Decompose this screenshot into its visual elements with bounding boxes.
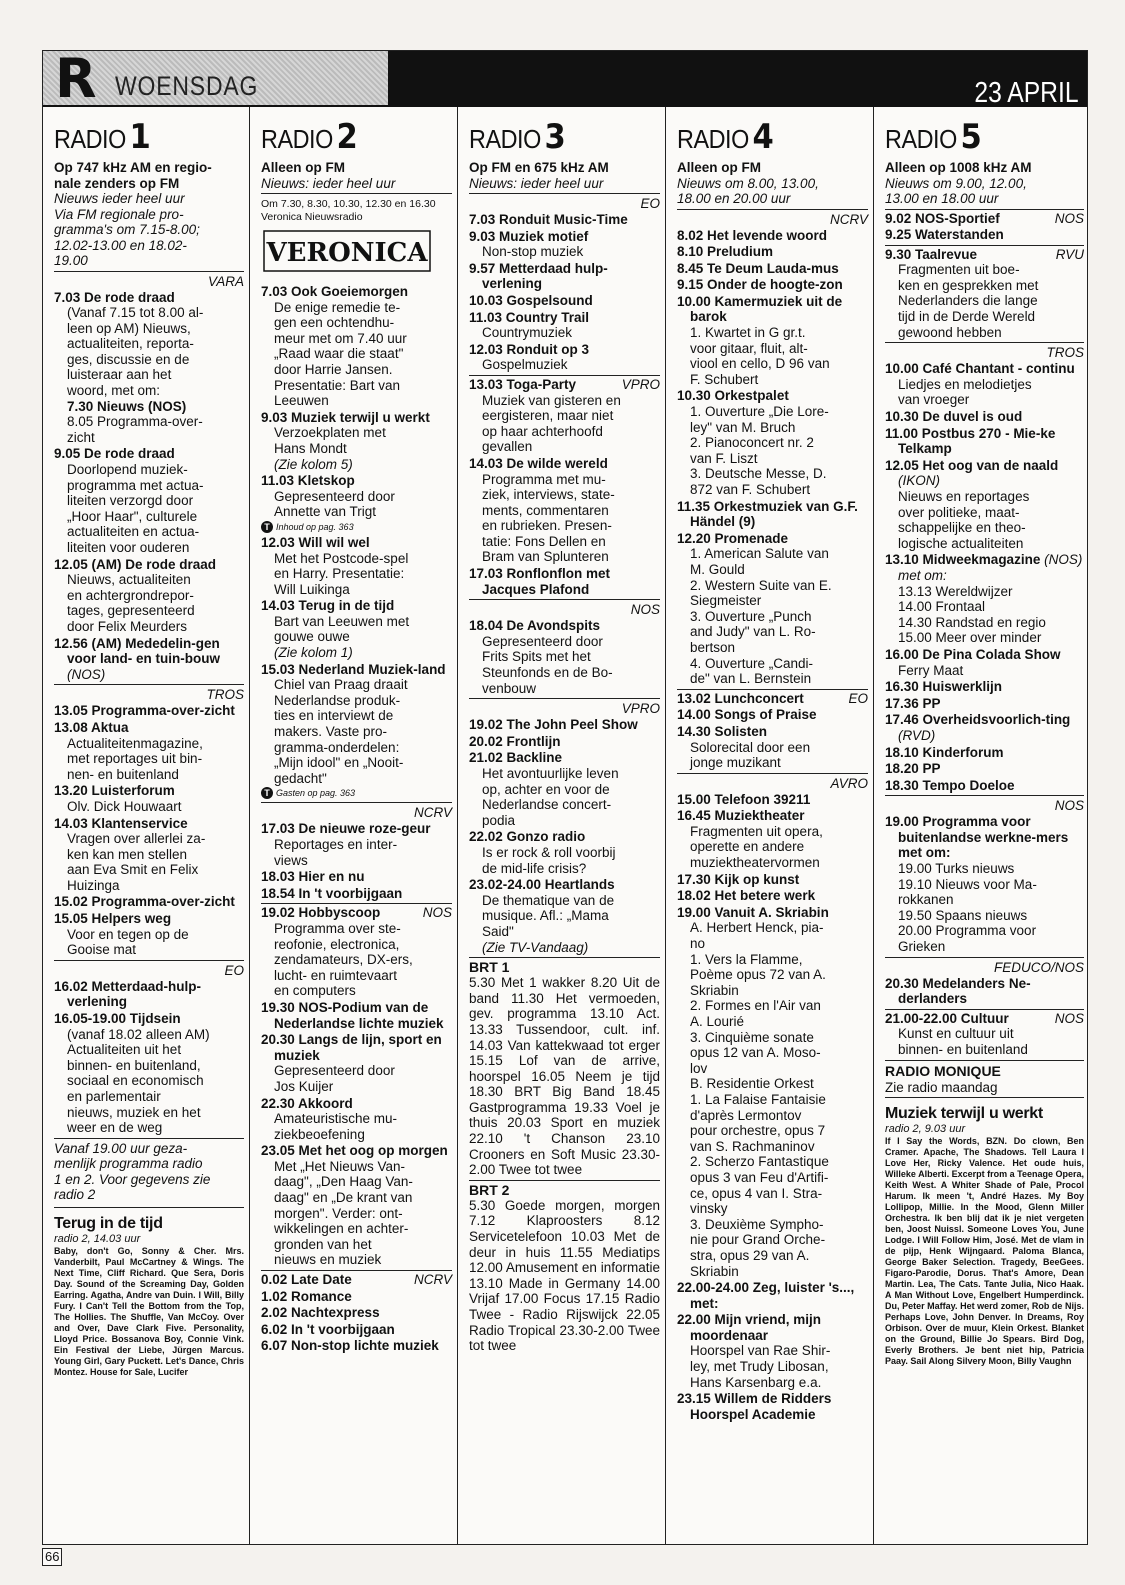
sub-entry: 20.00 Programma voor bbox=[898, 923, 1037, 939]
sub-entry: 14.00 Frontaal bbox=[898, 599, 986, 615]
radio-3-heading: RADIO 3 bbox=[469, 117, 566, 157]
program-entry: 14.30 Solisten Solorecital door een jonge muzikant bbox=[677, 723, 811, 771]
sub-entry: Grieken bbox=[898, 939, 946, 955]
program-entry: 21.00-22.00 Cultuur NOS Kunst en cultuur uit binnen- en buitenland bbox=[885, 1010, 1084, 1057]
program-entry: 9.57 Metterdaad hulp-verlening bbox=[469, 260, 608, 292]
program-entry: 22.00 Mijn vriend, mijn moordenaar Hoorspel van Rae Shir- ley, met Trudy Libosan, Hans Karsenbarg e.a. bbox=[677, 1312, 831, 1390]
program-entry: 21.02 Backline Het avontuurlijke leven op, achter en voor de Nederlandse concert- podia bbox=[469, 750, 619, 828]
program-entry: 11.03 Country Trail Countrymuziek bbox=[469, 309, 590, 341]
program-entry: 14.03 Klantenservice Vragen over allerlei za- ken kan men stellen aan Eva Smit en Felix Huizinga bbox=[54, 815, 206, 893]
program-entry: 10.03 Gospelsound bbox=[469, 292, 593, 308]
broadcaster-label: VPRO bbox=[621, 701, 660, 717]
muziek-terwijl-u-werkt-playlist: If I Say the Words, BZN. Do clown, Ben Cramer. Apache, The Shadows. Tell Laura I Love Her, Ricky Valence. Het oude huis, Willeke Alberti. Excerpt from a Teenage Opera, Keith West. A Whiter Shade of Pale, Procol Harum. Ik meen 't, André Hazes. My Boy Lollipop, Millie. In the Mood, Glenn Miller Orchestra. Ik ben blij dat ik je niet vergeten ben, Joost Nuissl. Someone Loves You, June Lodge. I Will Follow Him, José. Met de vlam in de pijp, Henk Wijngaard. Paloma Blanca, George Baker Selection. Tragedy, BeeGees. Figaro-Parodie, Dorus. That's Amore, Dean Martin. Lea, The Cats. Tante Julia, Nico Haak. A Man Without Love, Engelbert Humperdinck. Du, Peter Maffay. Het werd zomer, Rob de Nijs. Perhaps Love, John Denver. In Dreams, Roy Orbison. Over de muur, Klein Orkest. Blanket on the Ground, Billie Jo Spears. Bird Dog, Everly Brothers. Je bent niet hip, Patricia Paay. Sail Along Silvery Moon, Billy Vaughn bbox=[885, 1136, 1084, 1367]
program-entry: 16.05-19.00 Tijdsein (vanaf 18.02 alleen AM) Actualiteiten uit het binnen- en buitenland, sociaal en economisch en parlementair nieuws, muziek en het weer en de weg bbox=[54, 1011, 210, 1136]
program-entry: 23.02-24.00 Heartlands De thematique van de musique. Afl.: „Mama Said" (Zie TV-Vandaag) bbox=[469, 877, 615, 955]
program-entry: 12.03 Ronduit op 3 Gospelmuziek bbox=[469, 341, 590, 373]
program-entry: 9.15 Onder de hoogte-zon bbox=[677, 277, 843, 293]
program-entry: 12.05 (AM) De rode draad Nieuws, actualiteiten en achtergrondrepor- tages, gepresenteerd door Felix Meurders bbox=[54, 556, 217, 634]
program-entry: 22.02 Gonzo radio Is er rock & roll voorbij de mid-life crisis? bbox=[469, 829, 616, 876]
page-number: 66 bbox=[42, 1548, 62, 1566]
veronica-logo bbox=[263, 230, 431, 272]
broadcaster-label: TROS bbox=[206, 687, 244, 703]
frequency-info: Alleen op FM bbox=[261, 160, 345, 175]
program-entry: 13.10 Midweekmagazine (NOS) met om: bbox=[885, 552, 1083, 583]
program-entry: 12.05 Het oog van de naald (IKON) Nieuws en reportages over politieke, maat- schappelijke en theo- logische actualiteiten bbox=[885, 457, 1059, 551]
sub-entry: 13.13 Wereldwijzer bbox=[898, 583, 1013, 599]
program-entry: 9.25 Waterstanden bbox=[885, 227, 1004, 243]
broadcaster-label: NCRV bbox=[413, 805, 452, 821]
program-entry: 16.02 Metterdaad-hulp-verlening bbox=[54, 978, 202, 1010]
program-entry: 18.54 In 't voorbijgaan bbox=[261, 885, 403, 901]
brt1-listing: 5.30 Met 1 wakker 8.20 Uit de band 11.30 Het vermoeden, gev. programma 13.10 Act. 13.33 Tussendoor, cult. inf. 14.03 Van kattekwaad tot erger 15.15 Lof van de arrive, hoorspel 16.05 Neem je tijd 18.30 BRT Big Band 18.45 Gastprogramma 19.33 Voel je thuis 20.03 Sport en muziek 22.10 't Chanson 23.10 Crooners en Soft Music 23.30-2.00 Twee tot twee bbox=[469, 975, 660, 1178]
program-entry: 17.03 De nieuwe roze-geur Reportages en inter- views bbox=[261, 821, 431, 868]
news-info: Nieuws om 9.00, 12.00, 13.00 en 18.00 uur bbox=[885, 175, 1027, 206]
program-entry: 10.30 De duvel is oud bbox=[885, 409, 1023, 425]
program-entry: 1.02 Romance bbox=[261, 1288, 352, 1304]
sub-entry: 14.30 Randstad en regio bbox=[898, 614, 1046, 630]
program-entry: 9.05 De rode draad Doorlopend muziek- programma met actua- liteiten verzorgd door „Hoor Haar", culturele actualiteiten en actua- liteiten voor ouderen bbox=[54, 446, 204, 555]
radio-5-heading: RADIO 5 bbox=[885, 117, 982, 157]
svg-text:VERONICA: VERONICA bbox=[266, 238, 428, 268]
program-entry: 0.02 Late Date NCRV bbox=[261, 1272, 452, 1288]
news-info: Nieuws ieder heel uur Via FM regionale pro- gramma's om 7.15-8.00; 12.02-13.00 en 18.02- 19.00 bbox=[54, 191, 200, 268]
t-reference: T Gasten op pag. 363 bbox=[261, 787, 452, 800]
program-entry: 7.03 Ook Goeiemorgen De enige remedie te- gen een ochtendhu- meur met om 7.40 uur „Raad waar die staat" door Harrie Jansen. Presentatie: Bart van Leeuwen bbox=[261, 284, 409, 409]
news-info: Nieuws: ieder heel uur bbox=[261, 175, 396, 191]
weekday: WOENSDAG bbox=[115, 71, 259, 101]
program-entry: 18.04 De Avondspits Gepresenteerd door Frits Spits met het Steunfonds en de Bo- venbouw bbox=[469, 618, 613, 696]
terug-in-de-tijd-title: Terug in de tijd bbox=[54, 1214, 163, 1232]
program-entry: 10.00 Kamermuziek uit de barok 1. Kwartet in G gr.t. voor gitaar, fluit, alt- viool en cello, D 96 van F. Schubert bbox=[677, 293, 843, 387]
program-entry: 6.07 Non-stop lichte muziek bbox=[261, 1338, 439, 1354]
broadcaster-label: EO bbox=[640, 196, 660, 211]
frequency-info: Op FM en 675 kHz AM bbox=[469, 160, 609, 175]
program-entry: 15.02 Programma-over-zicht bbox=[54, 894, 235, 910]
program-entry: 8.10 Preludium bbox=[677, 244, 774, 260]
program-entry: 15.00 Telefoon 39211 bbox=[677, 791, 811, 807]
sub-entry: 15.00 Meer over minder bbox=[898, 630, 1042, 646]
broadcaster-label: NCRV bbox=[829, 211, 868, 227]
program-entry: 18.02 Het betere werk bbox=[677, 888, 816, 904]
radio-5-column bbox=[874, 107, 1089, 1545]
frequency-info: Alleen op 1008 kHz AM bbox=[885, 160, 1032, 175]
broadcaster-label: EO bbox=[224, 962, 244, 978]
terug-in-de-tijd-subtitle: radio 2, 14.03 uur bbox=[54, 1232, 141, 1245]
broadcaster-label: TROS bbox=[1046, 345, 1084, 361]
radio-4-column bbox=[666, 107, 874, 1545]
program-entry: 20.30 Langs de lijn, sport en muziek Gepresenteerd door Jos Kuijer bbox=[261, 1032, 442, 1094]
frequency-info: Op 747 kHz AM en regio- nale zenders op FM bbox=[54, 160, 212, 191]
news-info: Nieuws: ieder heel uur bbox=[469, 175, 604, 191]
radio-4-heading: RADIO 4 bbox=[677, 117, 774, 157]
program-entry: 17.03 Ronflonflon met Jacques Plafond bbox=[469, 566, 611, 597]
program-entry: 22.00-24.00 Zeg, luister 's..., met: bbox=[677, 1280, 855, 1311]
t-reference: T Inhoud op pag. 363 bbox=[261, 521, 452, 534]
program-entry: 7.03 Ronduit Music-Time bbox=[469, 212, 628, 227]
frequency-info: Alleen op FM bbox=[677, 160, 761, 175]
program-entry: 17.46 Overheidsvoorlich-ting (RVD) bbox=[885, 712, 1071, 743]
radio-monique-heading: RADIO MONIQUE bbox=[885, 1062, 1001, 1079]
brt2-listing: 5.30 Goede morgen, morgen 7.12 Klaproosters 8.12 Servicetelefoon 10.03 Met de deur in huis 11.55 Mediatips 12.00 Amusement en informatie 13.10 Made in Germany 14.00 Vrijaf 17.00 Focus 17.15 Radio Twee - Radio Rijswijck 22.05 Radio Tropical 23.30-2.00 Twee tot twee bbox=[469, 1197, 660, 1354]
masthead bbox=[43, 47, 1087, 110]
brt2-heading: BRT 2 bbox=[469, 1181, 510, 1198]
broadcaster-label: VARA bbox=[207, 273, 244, 289]
program-entry: 15.03 Nederland Muziek-land Chiel van Praag draait Nederlandse produk- ties en interviewt de makers. Vaste pro- gramma-onderdelen: „Mijn idool" en „Nooit- gedacht" bbox=[261, 661, 446, 786]
program-entry: 9.30 Taalrevue RVU Fragmenten uit boe- ken en gesprekken met Nederlanders die lange tijd in de Derde Wereld gewoond hebben bbox=[885, 246, 1084, 340]
news-info: Nieuws om 8.00, 13.00, 18.00 en 20.00 uur bbox=[677, 175, 819, 206]
program-entry: 11.03 Kletskop Gepresenteerd door Annette van Trigt bbox=[261, 473, 395, 520]
program-entry: 9.03 Muziek terwijl u werkt Verzoekplaten met Hans Mondt (Zie kolom 5) bbox=[261, 409, 430, 472]
broadcaster-label: FEDUCO/NOS bbox=[993, 959, 1084, 975]
program-entry: 13.03 Toga-Party VPRO Muziek van gisteren en eergisteren, maar niet op haar achterhoofd gevallen bbox=[469, 376, 660, 455]
program-entry: 7.03 De rode draad (Vanaf 7.15 tot 8.00 al- leen op AM) Nieuws, actualiteiten, reporta- ges, discussie en de luisteraar aan het woord, met om: bbox=[54, 289, 204, 399]
program-entry: 13.08 Aktua Actualiteitenmagazine, met reportages uit bin- nen- en buitenland bbox=[54, 719, 203, 782]
program-entry: 6.02 In 't voorbijgaan bbox=[261, 1321, 395, 1337]
program-entry: 19.00 Vanuit A. Skriabin A. Herbert Henck, pia- no 1. Vers la Flamme, Poème opus 72 van A. Skriabin 2. Formes en l'Air van A. Lourié 3. Cinquième sonate opus 12 van A. Moso- lov B. Residentie Orkest 1. La Falaise Fantaisie d'après Lermontov pour orchestre, opus 7 van S. Rachmaninov 2. Scherzo Fantastique opus 3 van Feu d'Artifi- ce, opus 4 van I. Stra- vinsky 3. Deuxième Sympho- nie pour Grand Orche- stra, opus 29 van A. Skriabin bbox=[677, 904, 829, 1279]
radio-2-column bbox=[250, 107, 458, 1545]
program-entry: 12.03 Will wil wel Met het Postcode-spel en Harry. Presentatie: Will Luikinga bbox=[261, 534, 409, 597]
sub-entry: 8.05 Programma-over- bbox=[67, 414, 203, 430]
program-entry: 19.00 Programma voor buitenlandse werkne-mers met om: bbox=[885, 814, 1069, 861]
program-entry: 10.30 Orkestpalet 1. Ouverture „Die Lore- ley" van M. Bruch 2. Pianoconcert nr. 2 van F. Liszt 3. Deutsche Messe, D. 872 van F. Schubert bbox=[677, 388, 829, 497]
program-entry: 23.15 Willem de Ridders Hoorspel Academie bbox=[677, 1391, 832, 1422]
program-entry: 14.03 De wilde wereld Programma met mu- ziek, interviews, state- ments, commentaren en rubrieken. Presen- tatie: Fons Dellen en Bram van Splunteren bbox=[469, 455, 615, 565]
date: 23 APRIL bbox=[974, 77, 1079, 109]
broadcaster-label: NOS bbox=[1054, 798, 1084, 814]
program-entry: 23.05 Met het oog op morgen Met „Het Nieuws Van- daag", „Den Haag Van- daag" en „De krant van morgen". Verder: ont- wikkelingen en achter- gronden van het nieuws en muziek bbox=[261, 1143, 448, 1268]
program-entry: 20.30 Medelanders Ne-derlanders bbox=[885, 975, 1031, 1007]
muziek-terwijl-u-werkt-subtitle: radio 2, 9.03 uur bbox=[885, 1123, 966, 1136]
broadcaster-label: AVRO bbox=[830, 775, 868, 791]
program-entry: 18.30 Tempo Doeloe bbox=[885, 777, 1015, 793]
radio-1-column bbox=[43, 107, 250, 1545]
program-entry: 20.02 Frontlijn bbox=[469, 733, 561, 749]
sub-entry: zicht bbox=[67, 429, 95, 445]
broadcaster-label: NOS bbox=[630, 602, 660, 618]
radio-3-column bbox=[458, 107, 666, 1545]
program-entry: 19.02 Hobbyscoop NOS Programma over ste- reofonie, electronica, zendamateurs, DX-ers, lucht- en ruimtevaart en computers bbox=[261, 905, 452, 999]
program-entry: 2.02 Nachtexpress bbox=[261, 1305, 380, 1321]
radio-monique-note: Zie radio maandag bbox=[885, 1079, 998, 1095]
veronica-news-info: Om 7.30, 8.30, 10.30, 12.30 en 16.30 Veronica Nieuwsradio bbox=[261, 198, 436, 223]
program-entry: 15.05 Helpers weg Voor en tegen op de Gooise mat bbox=[54, 911, 189, 958]
program-entry: 11.00 Postbus 270 - Mie-ke Telkamp bbox=[885, 425, 1056, 457]
sub-entry: 19.00 Turks nieuws bbox=[898, 861, 1015, 877]
program-entry: 9.02 NOS-Sportief NOS bbox=[885, 210, 1084, 226]
terug-in-de-tijd-playlist: Baby, don't Go, Sonny & Cher. Mrs. Vanderbilt, Paul McCartney & Wings. The Next Time, Cliff Richard. Que Sera, Doris Day. Sound of the Screaming Day, Golden Earring. Agatha, Andre van Duin. I Will, Billy Fury. I Can't Tell the Bottom from the Top, The Hollies. The Shuffle, Van McCoy. Over and Over, Dave Clark Five. Personality, Lloyd Price. Bossanova Boy, Connie Vink. Ein Festival der Liebe, Jürgen Marcus. Young Girl, Gary Puckett. Let's Dance, Chris Montez. House for Sale, Lucifer bbox=[54, 1245, 244, 1377]
program-entry: 12.56 (AM) Mededelin-gen voor land- en tuin-bouw (NOS) bbox=[54, 635, 220, 682]
program-entry: 9.03 Muziek motief Non-stop muziek bbox=[469, 228, 589, 260]
program-entry: 16.00 De Pina Colada Show Ferry Maat bbox=[885, 646, 1061, 678]
section-letter: R bbox=[55, 47, 97, 110]
program-entry: 14.00 Songs of Praise bbox=[677, 707, 817, 723]
brt1-heading: BRT 1 bbox=[469, 959, 510, 976]
muziek-terwijl-u-werkt-title: Muziek terwijl u werkt bbox=[885, 1105, 1043, 1123]
program-entry: 8.45 Te Deum Lauda-mus bbox=[677, 260, 839, 276]
program-entry: 18.03 Hier en nu bbox=[261, 869, 365, 885]
radio-2-heading: RADIO 2 bbox=[261, 117, 358, 157]
program-entry: 13.05 Programma-over-zicht bbox=[54, 703, 235, 719]
sub-entry: rokkanen bbox=[898, 892, 954, 908]
program-entry: 17.36 PP bbox=[885, 695, 941, 711]
program-entry: 19.02 The John Peel Show bbox=[469, 717, 638, 733]
radio-1-heading: RADIO 1 bbox=[54, 117, 151, 157]
program-entry: 8.02 Het levende woord bbox=[677, 227, 828, 243]
sub-entry: 19.50 Spaans nieuws bbox=[898, 907, 1028, 923]
program-entry: 17.30 Kijk op kunst bbox=[677, 871, 800, 887]
program-entry: 22.30 Akkoord Amateuristische mu- ziekbeoefening bbox=[261, 1095, 398, 1142]
shared-programme-note: Vanaf 19.00 uur geza- menlijk programma radio 1 en 2. Voor gegevens zie radio 2 bbox=[54, 1140, 211, 1203]
program-entry: 13.02 Lunchconcert EO bbox=[677, 690, 868, 706]
program-entry: 14.03 Terug in de tijd Bart van Leeuwen met gouwe ouwe (Zie kolom 1) bbox=[261, 598, 410, 661]
program-entry: 16.30 Huiswerklijn bbox=[885, 679, 1003, 695]
program-entry: 18.20 PP bbox=[885, 761, 941, 777]
program-entry: 18.10 Kinderforum bbox=[885, 744, 1004, 760]
program-entry: 19.30 NOS-Podium van de Nederlandse lichte muziek bbox=[261, 999, 444, 1031]
program-entry: 12.20 Promenade 1. American Salute van M. Gould 2. Western Suite van E. Siegmeister 3. Ouverture „Punch and Judy" van L. Ro- bertson 4. Ouverture „Candi- de" van L. Bernstein bbox=[677, 530, 832, 687]
radio-listings-page bbox=[42, 47, 1088, 1545]
program-entry: 13.20 Luisterforum Olv. Dick Houwaart bbox=[54, 783, 182, 814]
program-entry: 10.00 Café Chantant - continu Liedjes en melodietjes van vroeger bbox=[885, 361, 1075, 408]
program-entry: 11.35 Orkestmuziek van G.F. Händel (9) bbox=[677, 498, 858, 530]
program-entry: 16.45 Muziektheater Fragmenten uit opera, operette en andere muziektheatervormen bbox=[677, 808, 823, 871]
sub-entry: 7.30 Nieuws (NOS) bbox=[67, 398, 187, 414]
sub-entry: 19.10 Nieuws voor Ma- bbox=[898, 876, 1037, 892]
